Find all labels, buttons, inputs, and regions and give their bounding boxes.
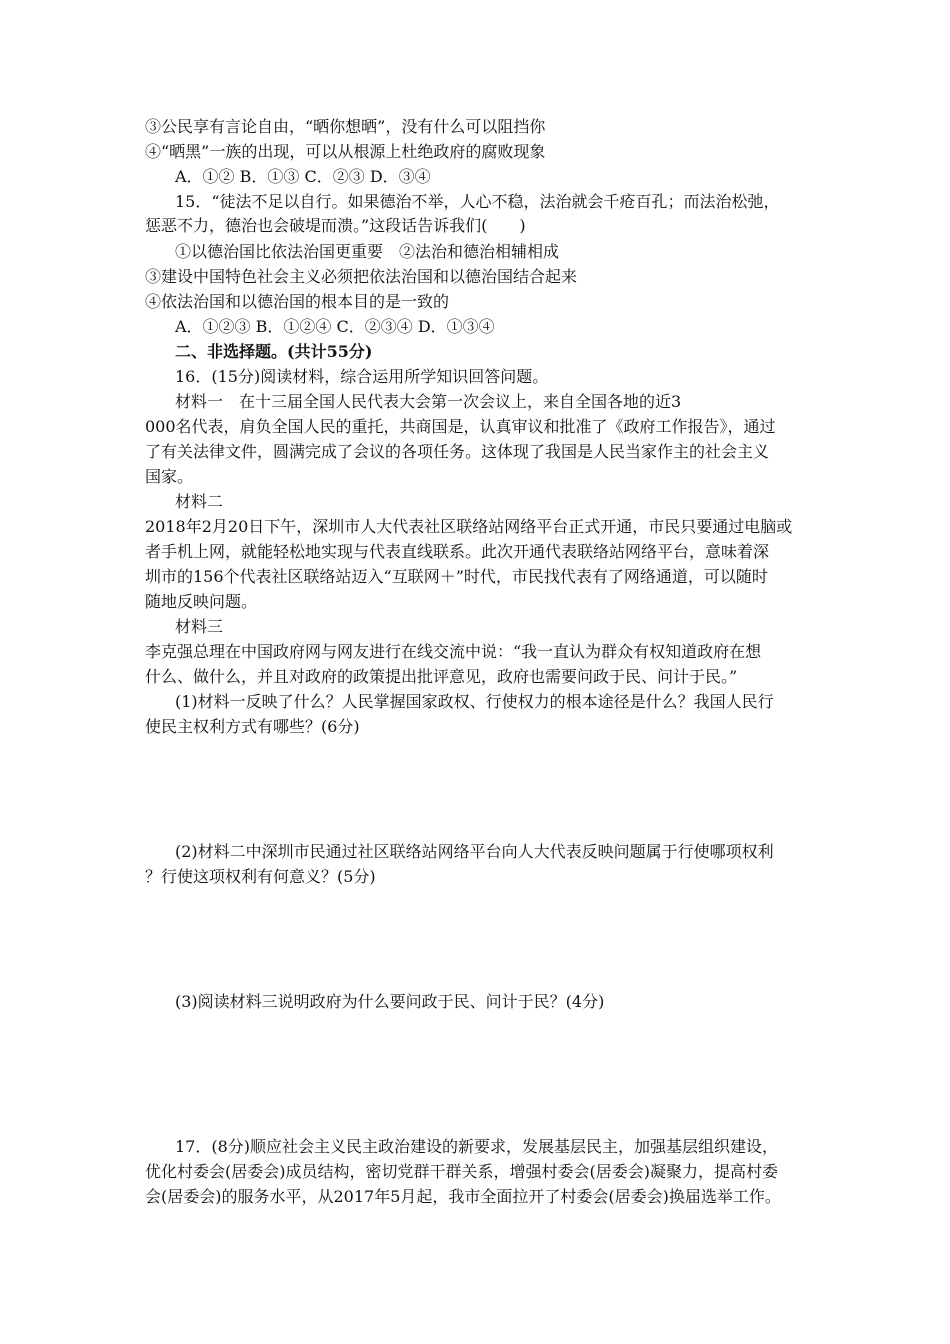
q16-material-2-line-1: 2018年2月20日下午，深圳市人大代表社区联络站网络平台正式开通，市民只要通过电脑或 (145, 517, 793, 536)
q15-stem-line-2: 惩恶不力，德治也会破堤而溃。”这段话告诉我们( ) (145, 216, 526, 235)
q14-option-4: ④“晒黑”一族的出现，可以从根源上杜绝政府的腐败现象 (145, 142, 546, 161)
q16-material-2-line-2: 者手机上网，就能轻松地实现与代表直线联系。此次开通代表联络站网络平台，意味着深 (145, 542, 770, 561)
q15-option-3: ③建设中国特色社会主义必须把依法治国和以德治国结合起来 (145, 267, 578, 286)
q17-line-1: 17．(8分)顺应社会主义民主政治建设的新要求，发展基层民主，加强基层组织建设， (175, 1137, 779, 1156)
q16-material-1-line-4: 国家。 (145, 467, 194, 486)
q14-option-3: ③公民享有言论自由，“晒你想晒”，没有什么可以阻挡你 (145, 117, 546, 136)
q15-answer-choices: A．①②③ B．①②④ C．②③④ D．①③④ (175, 317, 495, 336)
section-heading: 二、非选择题。(共计55分) (175, 342, 373, 361)
q16-sub2-line-2: ？行使这项权利有何意义？(5分) (145, 867, 376, 886)
q16-material-2-line-4: 随地反映问题。 (145, 592, 258, 611)
q16-material-3-line-2: 什么、做什么，并且对政府的政策提出批评意见，政府也需要问政于民、问计于民。” (145, 667, 738, 686)
q16-sub1-line-2: 使民主权利方式有哪些？(6分) (145, 717, 360, 736)
q16-material-3-title: 材料三 (175, 617, 224, 636)
q16-material-1-line-2: 000名代表，肩负全国人民的重托，共商国是，认真审议和批准了《政府工作报告》，通过 (145, 417, 776, 436)
q16-sub2-line-1: (2)材料二中深圳市民通过社区联络站网络平台向人大代表反映问题属于行使哪项权利 (175, 842, 774, 861)
q15-stem-line-1: 15．“徒法不足以自行。如果德治不举，人心不稳，法治就会千疮百孔；而法治松弛， (175, 192, 780, 211)
q16-material-2-line-3: 圳市的156个代表社区联络站迈入“互联网＋”时代，市民找代表有了网络通道，可以随时 (145, 567, 768, 586)
q15-options-1-2: ①以德治国比依法治国更重要 ②法治和德治相辅相成 (175, 242, 560, 261)
q15-option-4: ④依法治国和以德治国的根本目的是一致的 (145, 292, 450, 311)
q16-material-3-line-1: 李克强总理在中国政府网与网友进行在线交流中说：“我一直认为群众有权知道政府在想 (145, 642, 762, 661)
q16-intro: 16．(15分)阅读材料，综合运用所学知识回答问题。 (175, 367, 549, 386)
q16-sub1-line-1: (1)材料一反映了什么？人民掌握国家政权、行使权力的根本途径是什么？我国人民行 (175, 692, 774, 711)
q14-answer-choices: A．①② B．①③ C．②③ D．③④ (175, 167, 431, 186)
q17-line-2: 优化村委会(居委会)成员结构，密切党群干群关系，增强村委会(居委会)凝聚力，提高村委 (145, 1162, 778, 1181)
q16-sub3: (3)阅读材料三说明政府为什么要问政于民、问计于民？(4分) (175, 992, 605, 1011)
q16-material-1-line-3: 了有关法律文件，圆满完成了会议的各项任务。这体现了我国是人民当家作主的社会主义 (145, 442, 770, 461)
q16-material-2-title: 材料二 (175, 492, 224, 511)
q16-material-1-line-1: 材料一 在十三届全国人民代表大会第一次会议上，来自全国各地的近3 (175, 392, 682, 411)
q17-line-3: 会(居委会)的服务水平，从2017年5月起，我市全面拉开了村委会(居委会)换届选举工作。 (145, 1187, 781, 1206)
